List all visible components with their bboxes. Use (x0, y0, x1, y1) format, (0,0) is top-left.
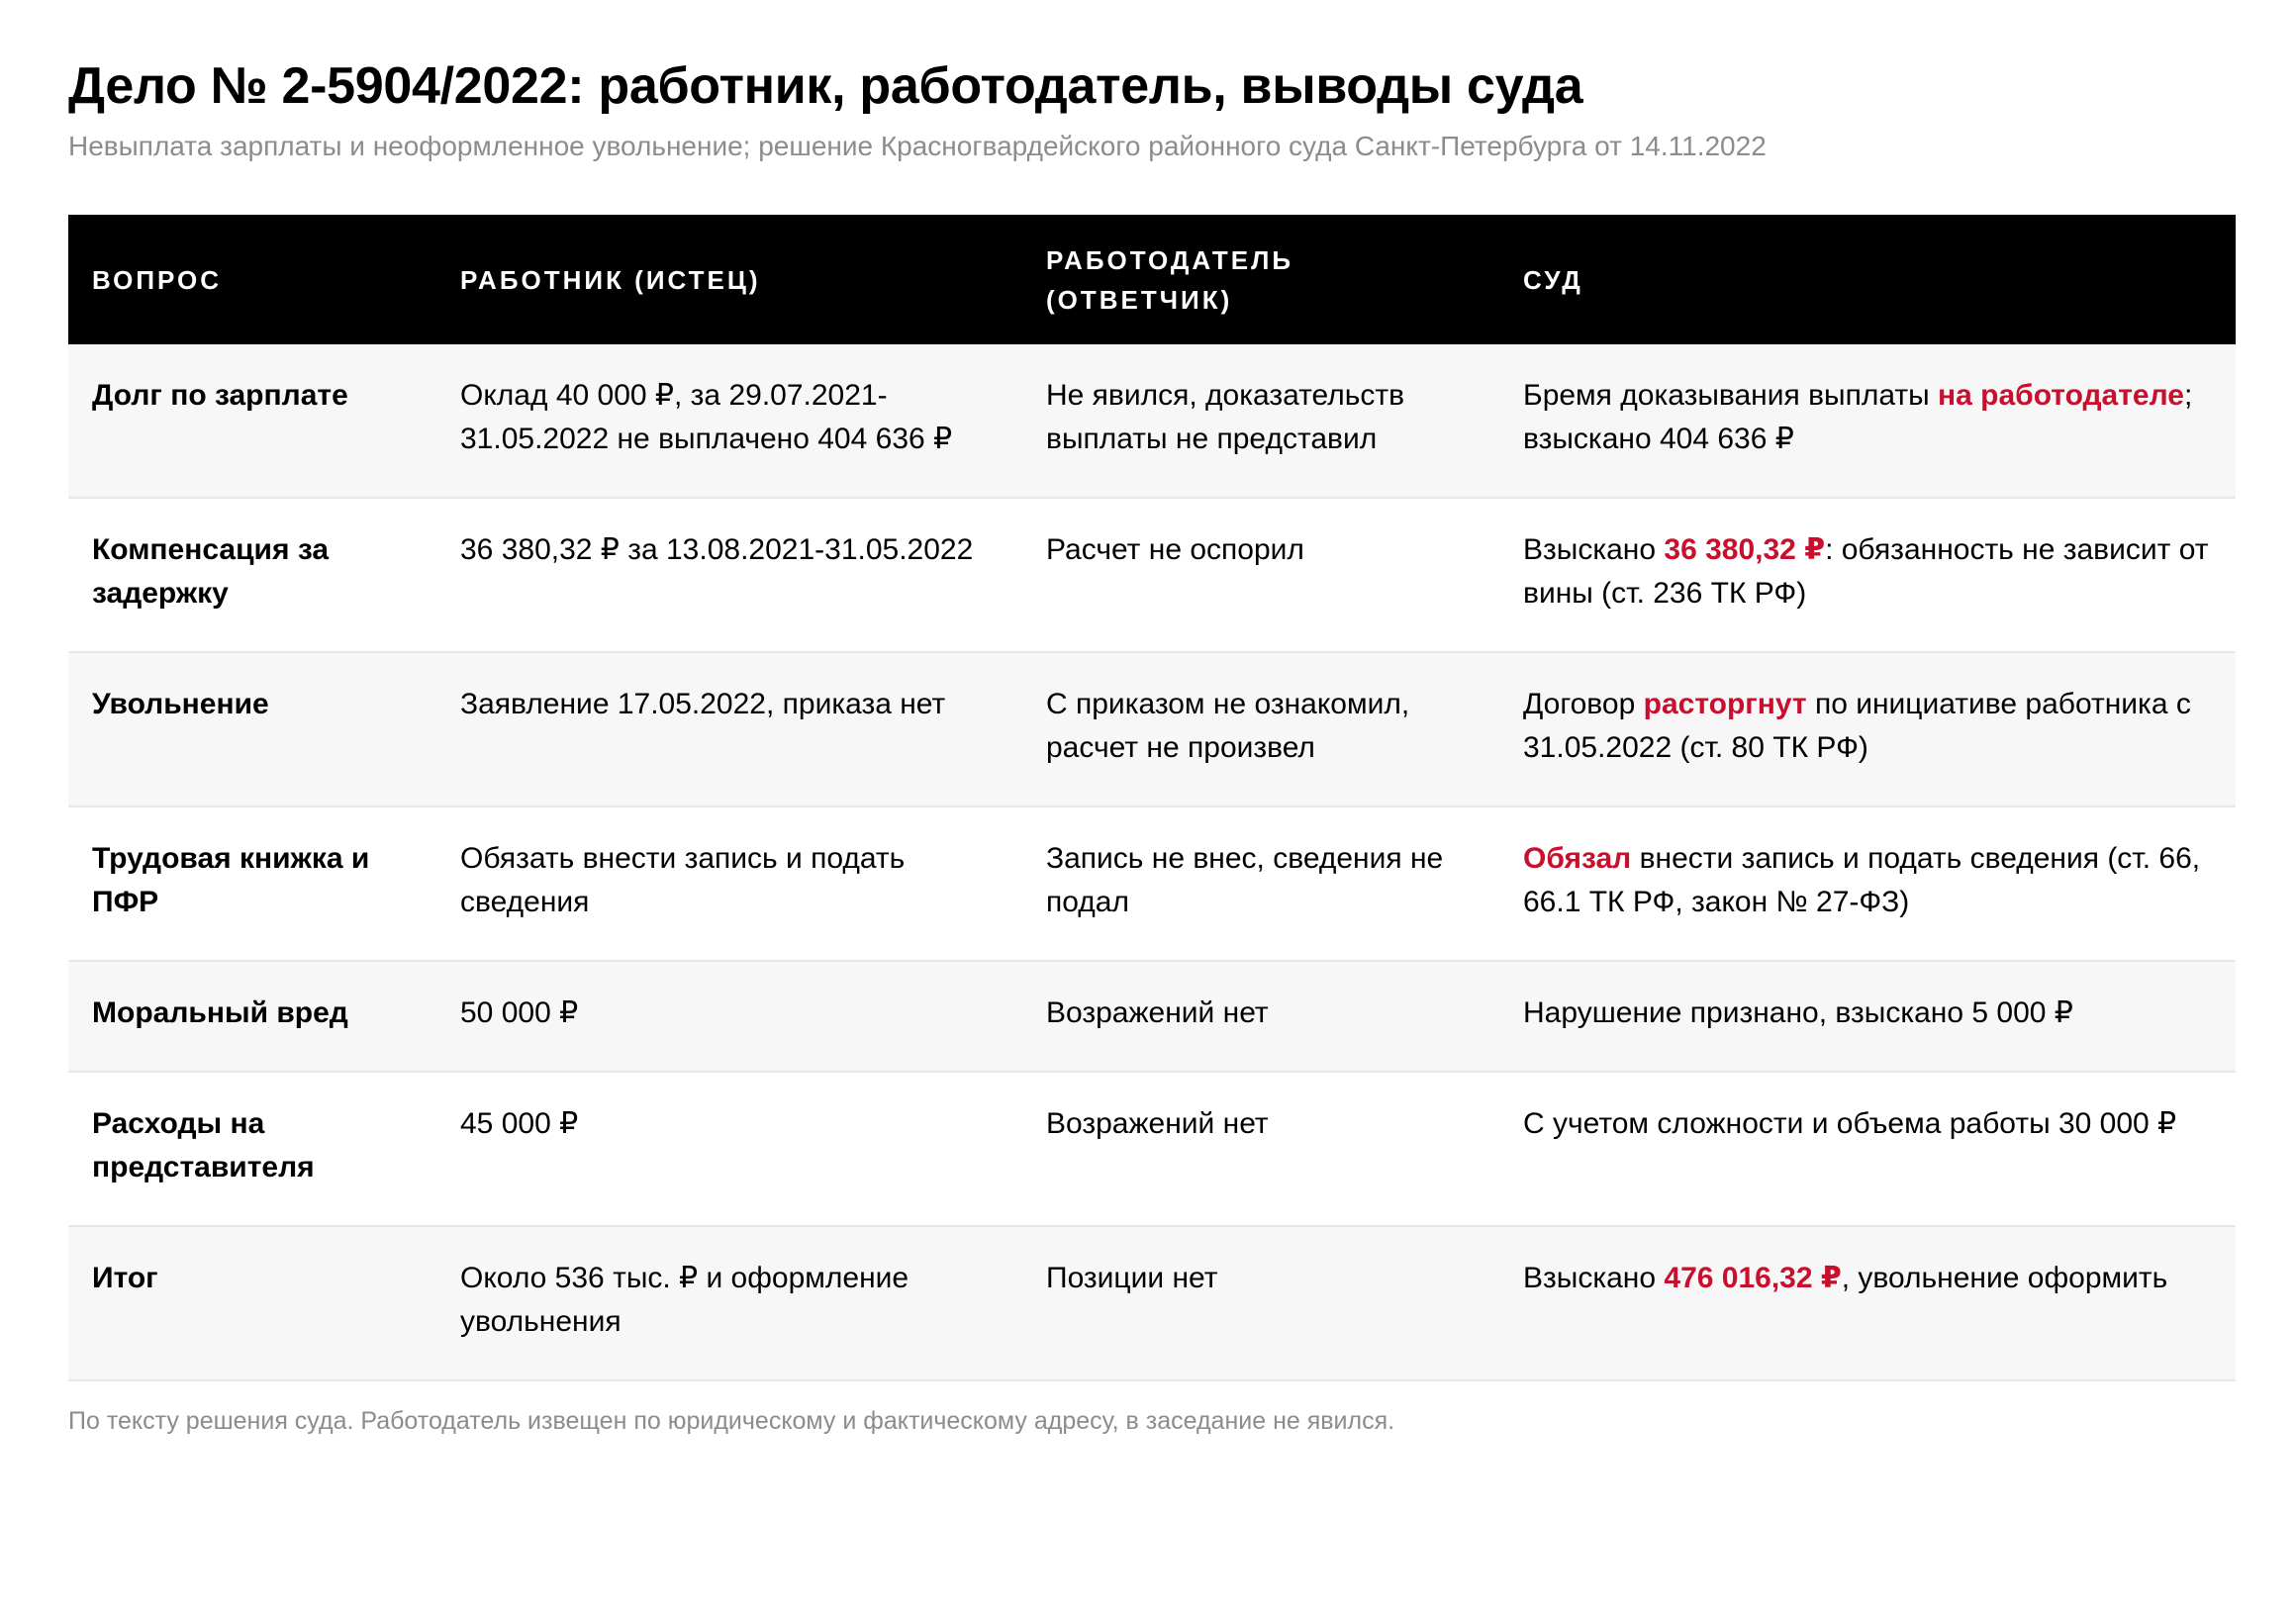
court-highlight: Обязал (1523, 842, 1632, 875)
row-question: Увольнение (68, 652, 436, 806)
court-text: Взыскано (1523, 533, 1665, 566)
row-question: Компенсация за задержку (68, 498, 436, 652)
row-employer-position: С приказом не ознакомил, расчет не произвел (1022, 652, 1499, 806)
page-subtitle: Невыплата зарплаты и неоформленное увольнение; решение Красногвардейского районного суда Санкт-Петербурга от 14.11.2022 (68, 131, 1767, 161)
row-employer-position: Расчет не оспорил (1022, 498, 1499, 652)
row-court-decision (1499, 652, 2236, 806)
header-row (68, 215, 2236, 344)
row-question: Долг по зарплате (68, 344, 436, 498)
court-highlight: расторгнут (1643, 688, 1807, 720)
court-text: Нарушение признано, взыскано 5 000 ₽ (1523, 996, 2073, 1029)
row-court-decision (1499, 961, 2236, 1072)
row-employee-position: Заявление 17.05.2022, приказа нет (436, 652, 1022, 806)
row-employee-position: Оклад 40 000 ₽, за 29.07.2021-31.05.2022 не выплачено 404 636 ₽ (436, 344, 1022, 498)
court-text: Бремя доказывания выплаты (1523, 379, 1939, 412)
row-court-decision (1499, 806, 2236, 961)
table-body (68, 344, 2236, 1380)
table-row (68, 652, 2236, 806)
row-employee-position: Около 536 тыс. ₽ и оформление увольнения (436, 1226, 1022, 1380)
table-header (68, 215, 2236, 344)
court-highlight: 476 016,32 ₽ (1664, 1262, 1842, 1294)
column-header-court: СУД (1523, 264, 1583, 295)
court-text: С учетом сложности и объема работы 30 000 ₽ (1523, 1107, 2177, 1140)
row-court-decision (1499, 498, 2236, 652)
row-employer-position: Запись не внес, сведения не подал (1022, 806, 1499, 961)
row-court-decision (1499, 1072, 2236, 1226)
court-text: Договор (1523, 688, 1644, 720)
court-highlight: на работодателе (1938, 379, 2184, 412)
row-employer-position: Возражений нет (1022, 1072, 1499, 1226)
row-court-decision (1499, 344, 2236, 498)
table-row (68, 498, 2236, 652)
page-title: Дело № 2-5904/2022: работник, работодатель, выводы суда (68, 57, 1583, 115)
row-employer-position: Позиции нет (1022, 1226, 1499, 1380)
table-row (68, 806, 2236, 961)
row-employee-position: 36 380,32 ₽ за 13.08.2021-31.05.2022 (436, 498, 1022, 652)
column-header-employee: РАБОТНИК (ИСТЕЦ) (460, 264, 761, 295)
row-employee-position: 50 000 ₽ (436, 961, 1022, 1072)
court-text: , увольнение оформить (1841, 1262, 2168, 1294)
court-text: внести запись и подать сведения (ст. 66, 66.1 ТК РФ, закон № 27-ФЗ) (1523, 842, 2201, 918)
court-text: Взыскано (1523, 1262, 1665, 1294)
row-employer-position: Возражений нет (1022, 961, 1499, 1072)
column-header-question: ВОПРОС (92, 264, 223, 295)
row-employee-position: Обязать внести запись и подать сведения (436, 806, 1022, 961)
row-question: Расходы на представителя (68, 1072, 436, 1226)
table-row (68, 344, 2236, 498)
table-row (68, 1072, 2236, 1226)
case-table (68, 215, 2236, 1381)
court-text: ; взыскано 404 636 ₽ (1523, 379, 2193, 455)
table-row (68, 961, 2236, 1072)
row-employer-position: Не явился, доказательств выплаты не представил (1022, 344, 1499, 498)
page (68, 54, 2236, 1439)
row-question: Моральный вред (68, 961, 436, 1072)
row-employee-position: 45 000 ₽ (436, 1072, 1022, 1226)
row-question: Трудовая книжка и ПФР (68, 806, 436, 961)
court-text: по инициативе работника с 31.05.2022 (ст. 80 ТК РФ) (1523, 688, 2191, 764)
court-text: : обязанность не зависит от вины (ст. 236 ТК РФ) (1523, 533, 2209, 610)
column-header-employer: РАБОТОДАТЕЛЬ (ОТВЕТЧИК) (1046, 244, 1294, 315)
table-row (68, 1226, 2236, 1380)
row-question: Итог (68, 1226, 436, 1380)
footnote: По тексту решения суда. Работодатель извещен по юридическому и фактическому адресу, в заседание не явился. (68, 1407, 1395, 1435)
court-highlight: 36 380,32 ₽ (1664, 533, 1826, 566)
row-court-decision (1499, 1226, 2236, 1380)
